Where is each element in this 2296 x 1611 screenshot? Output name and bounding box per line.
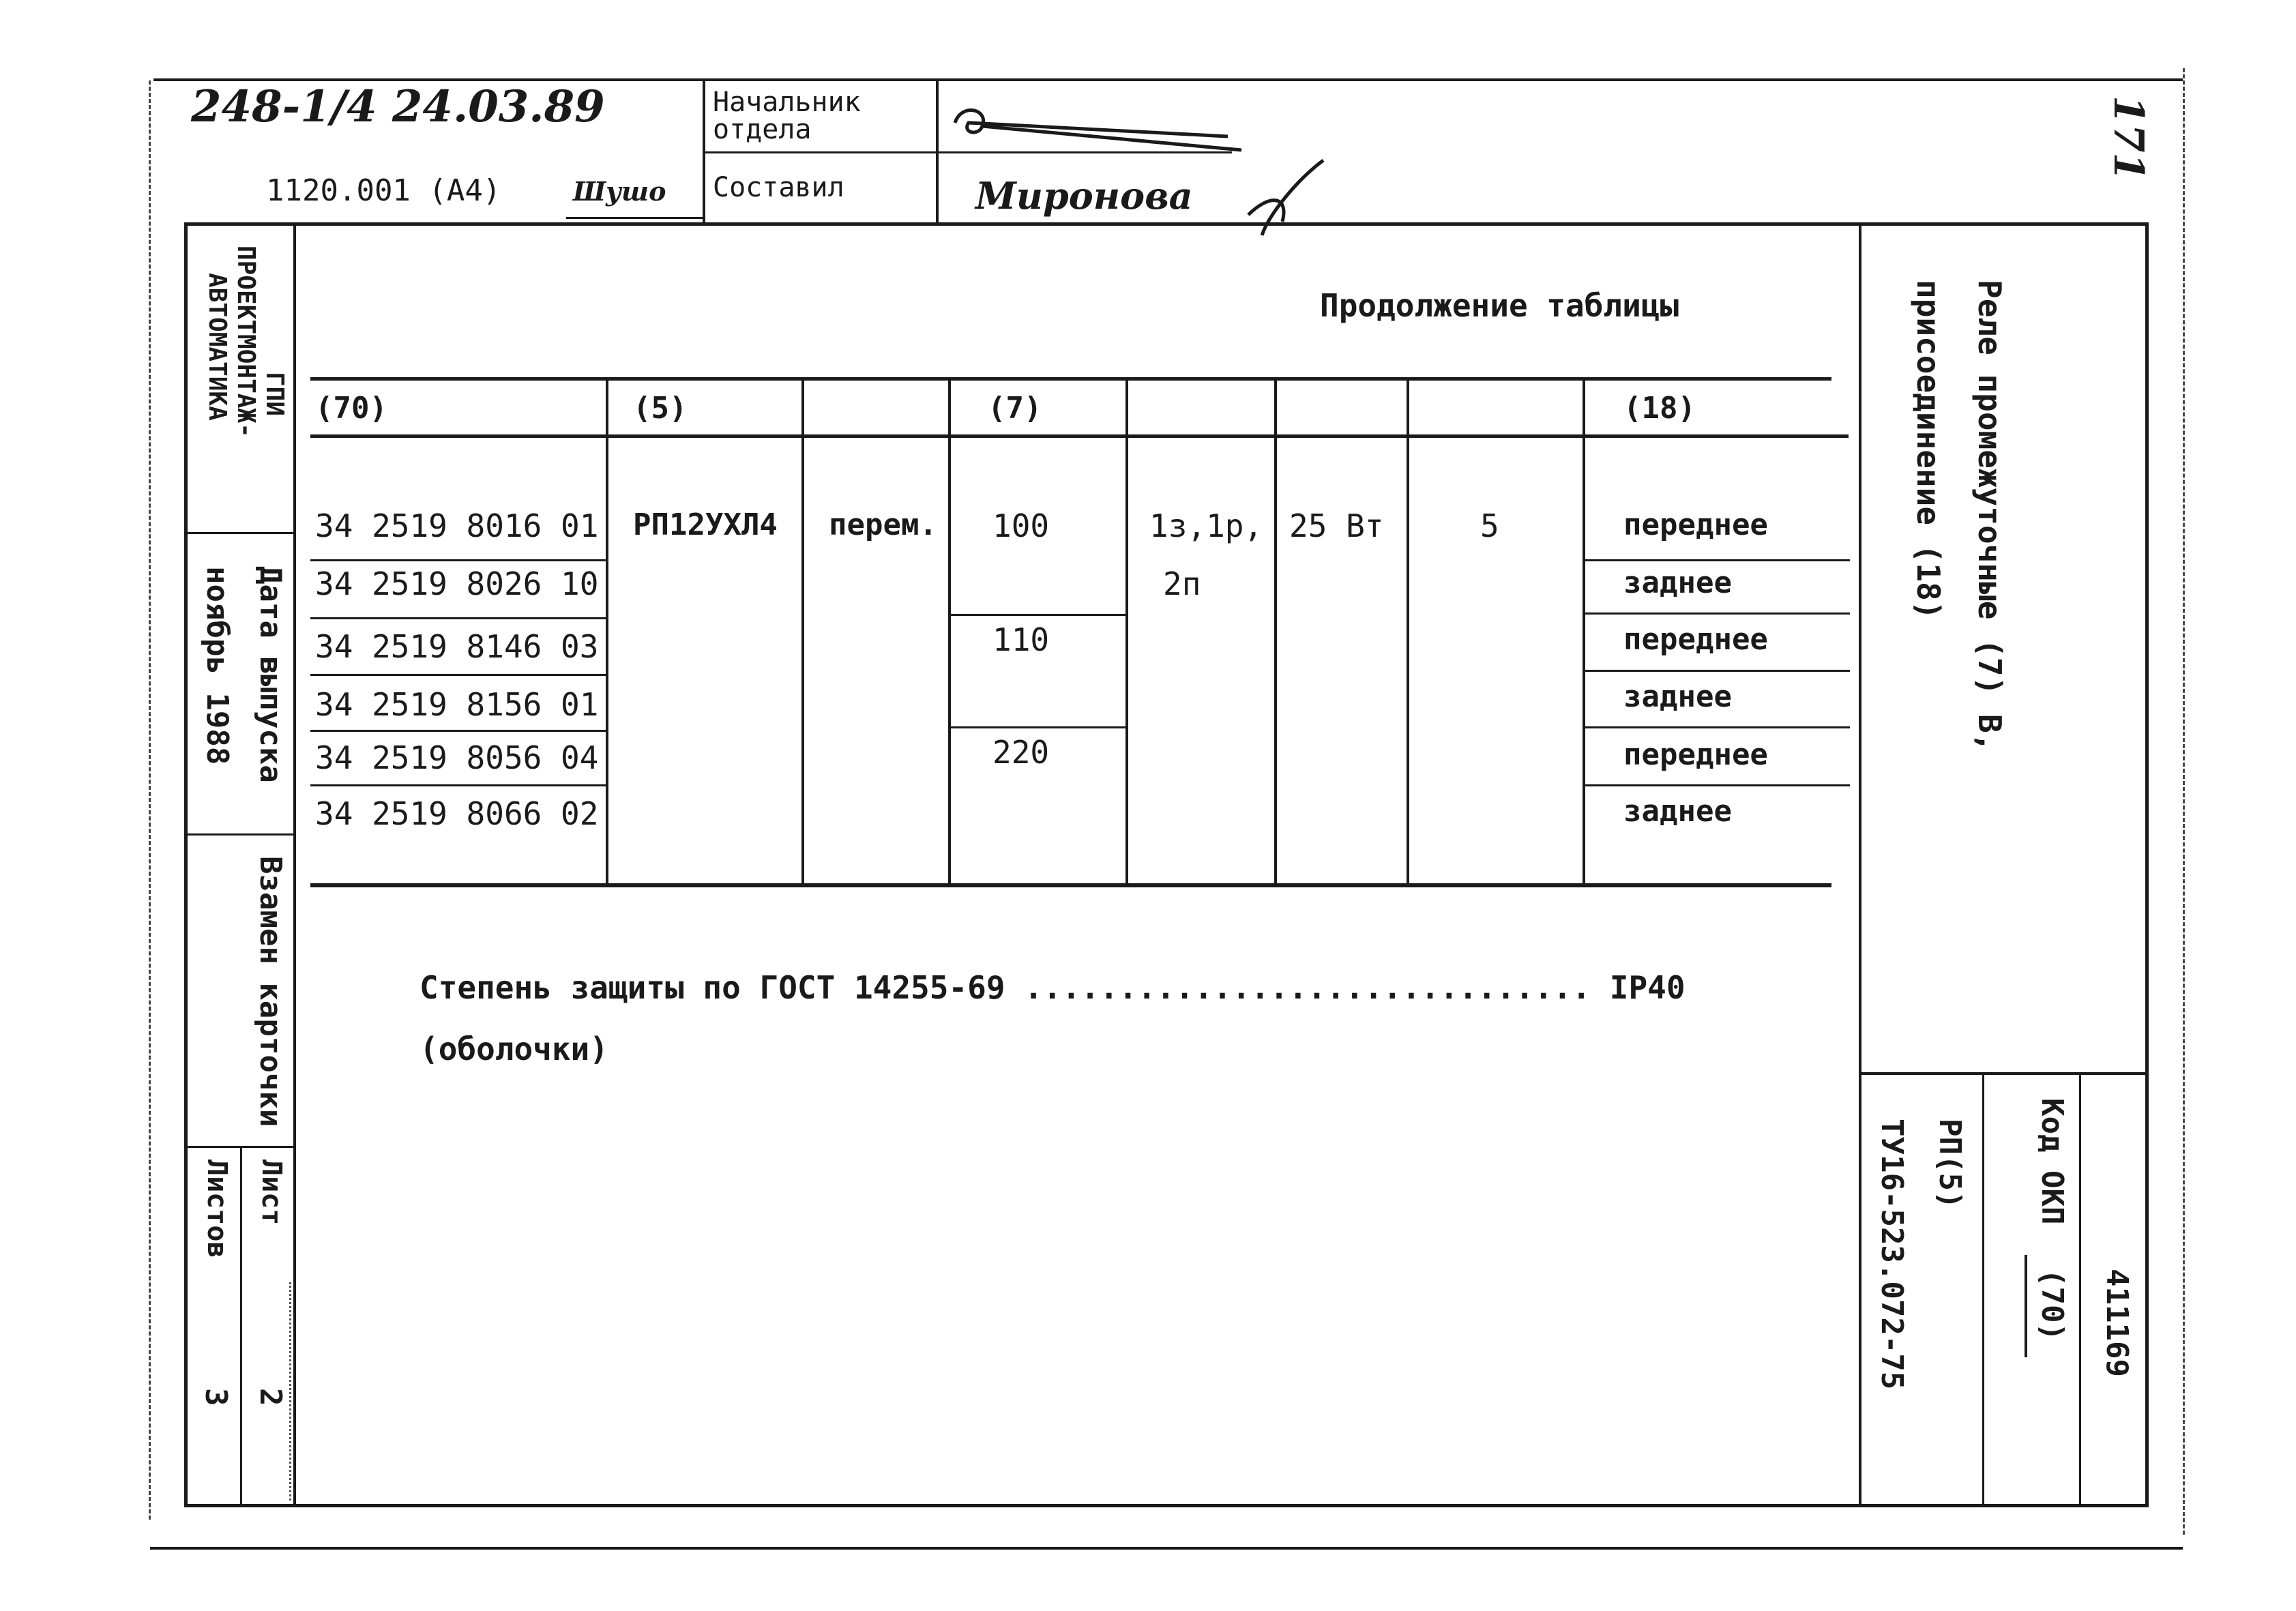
compiled-signature-flourish (1241, 153, 1337, 249)
mount-row-sep-1 (1584, 559, 1850, 561)
left-release-date: ноябрь 1988 (200, 566, 235, 765)
okp-ref-underline (2025, 1255, 2027, 1357)
left-sheet-split (240, 1146, 242, 1507)
stamp-format-code: 1120.001 (A4) (266, 173, 501, 208)
right-code-split-2 (2079, 1072, 2081, 1507)
protection-line: Степень защиты по ГОСТ 14255-69 .............................. IP40 (420, 969, 1686, 1006)
left-col-divider (293, 222, 296, 1507)
stamp-small-underline (566, 217, 703, 219)
left-sheet-label: Лист (256, 1159, 287, 1226)
main-frame-bottom (184, 1504, 2149, 1507)
col-line-1 (606, 377, 608, 885)
left-sep-1 (184, 532, 295, 534)
right-sep (1859, 1072, 2147, 1075)
current-type: перем. (829, 507, 937, 542)
right-spec-line1: РП(5) (1932, 1119, 1967, 1209)
volt-sep-2 (950, 726, 1127, 728)
row-1-code: 34 2519 8016 01 (315, 507, 599, 544)
power-value: 25 Вт (1289, 507, 1384, 544)
right-okp-label: Код ОКП (2035, 1098, 2070, 1225)
left-release-label: Дата выпуска (253, 566, 288, 783)
table-bottom-rule (310, 883, 1831, 887)
frame-right-dash (2183, 68, 2185, 1535)
table-top-rule (310, 377, 1831, 381)
right-title-line2: присоединение (18) (1910, 280, 1947, 620)
row-2-code: 34 2519 8026 10 (315, 565, 599, 602)
header-18: (18) (1623, 391, 1696, 426)
frame-left-dash (149, 80, 151, 1520)
count-value: 5 (1480, 507, 1499, 544)
table-header-rule (310, 434, 1849, 438)
left-org-2: ПРОЕКТМОНТАЖ- (232, 246, 260, 438)
row-3-code: 34 2519 8146 03 (315, 628, 599, 665)
continuation-title: Продолжение таблицы (1320, 287, 1679, 324)
row-6-mount: заднее (1623, 794, 1732, 829)
right-code-split-1 (1982, 1072, 1984, 1507)
frame-bottom-line (150, 1547, 2183, 1550)
code-row-sep-3 (310, 674, 607, 676)
right-okp-value: 411169 (2100, 1269, 2134, 1377)
col-line-5 (1274, 377, 1277, 885)
stamp-compiled-signature: Миронова (975, 174, 1193, 218)
row-4-code: 34 2519 8156 01 (315, 686, 599, 723)
right-okp-ref: (70) (2035, 1269, 2070, 1341)
mount-row-sep-5 (1584, 784, 1850, 786)
relay-type: РП12УХЛ4 (633, 507, 778, 542)
row-5-mount: переднее (1623, 737, 1768, 772)
stamp-doc-number: 248-1/4 24.03.89 (191, 81, 605, 132)
left-replacement-label: Взамен карточки (253, 856, 288, 1127)
voltage-100: 100 (992, 507, 1050, 544)
right-spec-line2: ТУ16-523.072-75 (1874, 1119, 1909, 1390)
right-col-divider (1859, 222, 1861, 1507)
col-line-3 (948, 377, 951, 885)
code-row-sep-5 (310, 784, 607, 786)
contacts-line2: 2п (1163, 565, 1201, 602)
left-sep-3 (184, 1146, 295, 1148)
protection-note: (оболочки) (420, 1031, 608, 1067)
left-sheets-value: 3 (198, 1388, 233, 1406)
stamp-small-signature: Шушо (573, 176, 666, 207)
left-dotted-marker (289, 1282, 291, 1501)
right-title-line1: Реле промежуточные (7) В, (1971, 280, 2008, 752)
header-5: (5) (633, 391, 688, 426)
header-70: (70) (315, 391, 387, 426)
main-frame-top (184, 222, 2149, 226)
row-2-mount: заднее (1623, 565, 1732, 600)
main-frame-left (184, 222, 188, 1507)
left-sheet-value: 2 (253, 1388, 288, 1406)
voltage-220: 220 (992, 734, 1050, 771)
mount-row-sep-3 (1584, 670, 1850, 672)
row-5-code: 34 2519 8056 04 (315, 739, 599, 776)
page-corner-number: 171 (2104, 95, 2152, 181)
row-3-mount: переднее (1623, 622, 1768, 657)
contacts-line1: 1з,1р, (1149, 507, 1263, 544)
col-line-2 (801, 377, 804, 885)
stamp-head-label: Начальник отдела (713, 87, 861, 145)
col-line-6 (1407, 377, 1409, 885)
main-frame-right (2145, 222, 2149, 1507)
head-signature-scrawl (941, 95, 1255, 157)
volt-sep-1 (950, 614, 1127, 616)
left-sep-2 (184, 833, 295, 836)
left-sheets-label: Листов (201, 1159, 233, 1258)
mount-row-sep-4 (1584, 726, 1850, 728)
col-line-4 (1125, 377, 1128, 885)
row-6-code: 34 2519 8066 02 (315, 795, 599, 832)
code-row-sep-4 (310, 730, 607, 732)
code-row-sep-2 (310, 617, 607, 619)
code-row-sep-1 (310, 559, 607, 561)
row-4-mount: заднее (1623, 679, 1732, 714)
mount-row-sep-2 (1584, 612, 1850, 615)
row-1-mount: переднее (1623, 507, 1768, 542)
header-7: (7) (988, 391, 1042, 426)
stamp-compiled-label: Составил (713, 172, 844, 203)
col-line-7 (1583, 377, 1585, 885)
left-org-1: ГПИ (261, 372, 289, 417)
voltage-110: 110 (992, 621, 1050, 658)
left-org-3: АВТОМАТИКА (203, 273, 231, 421)
